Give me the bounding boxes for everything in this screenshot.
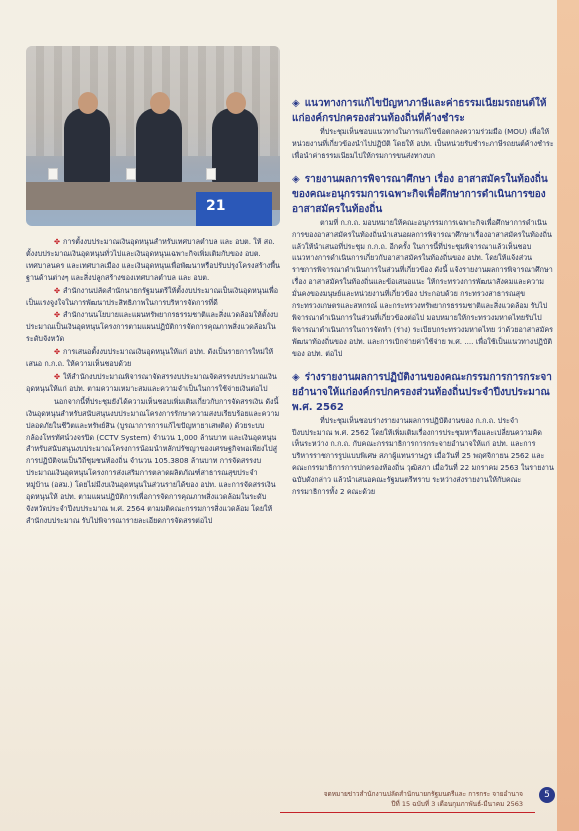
list-item: ✤ การเสนอตั้งงบประมาณเงินอุดหนุนให้แก่ อปท. ดังเป็นรายการใหม่ให้เสนอ ก.ก.ถ. ให้ความเห็นชอบด้วย bbox=[26, 347, 274, 369]
page-number: 5 bbox=[539, 787, 555, 803]
page-edge-accent bbox=[557, 0, 579, 831]
photo-screen: 21 bbox=[196, 192, 272, 226]
list-item: ✤ ให้สำนักงบประมาณพิจารณาจัดสรรงบประมาณจัดสรรงบประมาณเงินอุดหนุนให้แก่ อปท. ตามความเหมาะสมและความจำเป็นในการใช้จ่ายเงินต่อไป bbox=[26, 371, 277, 393]
list-item: ✤ สำนักงานปลัดสำนักนายกรัฐมนตรีให้ตั้งงบประมาณเป็นเงินอุดหนุนเพื่อเป็นแรงจูงใจในการพัฒนาประสิทธิภาพในการบริหารจัดการที่ดี bbox=[26, 285, 279, 307]
photo-nameplate bbox=[206, 168, 216, 180]
photo-person bbox=[212, 108, 258, 186]
section-body: ที่ประชุมเห็นชอบแนวทางในการแก้ไขข้อตกลงความร่วมมือ (MOU) เพื่อให้หน่วยงานที่เกี่ยวข้องนำไปปฏิบัติ โดยให้ อปท. เป็นหน่วยรับชำระภาษีรถยนต์ค้างชำระเพื่อนำค่าธรรมเนียมไปให้กรมการขนส่งทางบก bbox=[292, 127, 554, 160]
star-bullet-icon: ✤ bbox=[54, 237, 61, 246]
star-bullet-icon: ✤ bbox=[54, 285, 61, 295]
section-heading: ◈ รายงานผลการพิจารณาศึกษา เรื่อง อาสาสมัครในท้องถิ่นของคณะอนุกรรมการเฉพาะกิจเพื่อศึกษาการดำเนินการของอาสาสมัครในท้องถิ่น bbox=[292, 173, 548, 215]
footer-title: จดหมายข่าวสำนักงานปลัดสำนักนายกรัฐมนตรีและ การกระ จายอำนาจ bbox=[323, 790, 523, 798]
section bbox=[292, 172, 554, 360]
body-paragraph: นอกจากนี้ที่ประชุมยังได้ความเห็นชอบเพิ่มเติมเกี่ยวกับการจัดสรรเงิน ดังนี้ เงินอุดหนุนสำหรับสนับสนุนงบประมาณโครงการรักษาความสงบเรียบร้อยและความปลอดภัยในชีวิตและทรัพย์สิน (บูรณาการการแก้ไขปัญหายาเสพติด) ด้วยระบบกล้องโทรทัศน์วงจรปิด (CCTV System) จำนวน 1,000 ล้านบาท และเงินอุดหนุนสำหรับสนับสนุนงบประมาณโครงการน้อมนำหลักปรัชญาของเศรษฐกิจพอเพียงไปสู่การปฏิบัติจนเป็นวิถีชุมชนท้องถิ่น จำนวน 105.3808 ล้านบาท การจัดสรรงบประมาณเงินอุดหนุนโครงการส่งเสริมการตลาดผลิตภัณฑ์สาธารณสุขประจำหมู่บ้าน (อสม.) โดยไม่มีงบเงินอุดหนุนในส่วนรายได้ของ อปท. และการจัดสรรเงินอุดหนุนให้ อปท. ตามแผนปฏิบัติการเพื่อการจัดการคุณภาพสิ่งแวดล้อมในระดับจังหวัดประจำปีงบประมาณ พ.ศ. 2564 ตามมติคณะกรรมการสิ่งแวดล้อม โดยให้สำนักงบประมาณ รับไปพิจารณารายละเอียดการจัดสรรต่อไป bbox=[26, 396, 280, 525]
section-heading: ◈ ร่างรายงานผลการปฏิบัติงานของคณะกรรมการการกระจายอำนาจให้แก่องค์กรปกครองส่วนท้องถิ่นประจำปีงบประมาณ พ.ศ. 2562 bbox=[292, 371, 552, 413]
meeting-photo bbox=[26, 46, 280, 226]
photo-person bbox=[64, 108, 110, 186]
section-heading: ◈ แนวทางการแก้ไขปัญหาภาษีและค่าธรรมเนียมรถยนต์ให้แก่องค์กรปกครองส่วนท้องถิ่นที่ค้างชำระ bbox=[292, 98, 547, 124]
section bbox=[292, 370, 554, 498]
section-body: ที่ประชุมเห็นชอบร่างรายงานผลการปฏิบัติงานของ ก.ก.ถ. ประจำปีงบประมาณ พ.ศ. 2562 โดยให้เพิ่มเติมเรื่องการประชุมหารือและเปลี่ยนความคิดเห็นระหว่าง ก.ก.ถ. กับคณะกรรมาธิการการกระจายอำนาจให้แก่ อปท. และการบริหารราชการรูปแบบพิเศษ สภาผู้แทนราษฎร เมื่อวันที่ 25 พฤศจิกายน 2562 และคณะกรรมาธิการการปกครองท้องถิ่น วุฒิสภา เมื่อวันที่ 22 มกราคม 2563 ในรายงานฉบับดังกล่าว แล้วนำเสนอคณะรัฐมนตรีทราบ ระหว่างส่งรายงานให้กับคณะกรรมาธิการทั้ง 2 คณะด้วย bbox=[292, 415, 554, 497]
diamond-bullet-icon: ◈ bbox=[292, 98, 300, 109]
star-bullet-icon: ✤ bbox=[54, 371, 61, 381]
star-bullet-icon: ✤ bbox=[54, 310, 61, 320]
star-bullet-icon: ✤ bbox=[54, 347, 61, 357]
footer-divider bbox=[280, 812, 535, 813]
left-column bbox=[26, 236, 280, 527]
footer bbox=[324, 789, 523, 809]
footer-issue: ปีที่ 15 ฉบับที่ 3 เดือนกุมภาพันธ์-มีนาคม 2563 bbox=[391, 800, 523, 808]
section bbox=[292, 96, 554, 162]
diamond-bullet-icon: ◈ bbox=[292, 371, 300, 383]
list-item: ✤ การตั้งงบประมาณเงินอุดหนุนสำหรับเทศบาลตำบล และ อบต. ให้ สถ. ตั้งงบประมาณเงินอุดหนุนทั่วไปและเงินอุดหนุนเฉพาะกิจเพิ่มเติมกับของ อบต. เทศบาลนคร และเทศบาลเมือง และเงินอุดหนุนเพื่อพัฒนาหรือปรับปรุงโครงสร้างพื้นฐานด้านต่างๆ และสิ่งปลูกสร้างของเทศบาลตำบล และ อบต. bbox=[26, 237, 280, 282]
photo-nameplate bbox=[126, 168, 136, 180]
photo-person bbox=[136, 108, 182, 186]
diamond-bullet-icon: ◈ bbox=[292, 173, 300, 185]
right-column bbox=[292, 96, 554, 498]
photo-nameplate bbox=[48, 168, 58, 180]
section-body: ตามที่ ก.ก.ถ. มอบหมายให้คณะอนุกรรมการเฉพาะกิจเพื่อศึกษาการดำเนินการของอาสาสมัครในท้องถิ่นนำเสนอผลการพิจารณาศึกษาเรื่องอาสาสมัครในท้องถิ่นแล้วให้นำเสนอที่ประชุม ก.ก.ถ. อีกครั้ง ในการนี้ที่ประชุมพิจารณาแล้วเห็นชอบแนวทางการดำเนินการเกี่ยวกับอาสาสมัครในท้องถิ่นของ อปท. โดยให้แจ้งส่วนราชการพิจารณาดำเนินการในส่วนที่เกี่ยวข้อง ดังนี้ แจ้งรายงานผลการพิจารณาศึกษา เรื่อง อาสาสมัครในท้องถิ่นและข้อเสนอแนะ ให้กระทรวงการพัฒนาสังคมและความมั่นคงของมนุษย์และหน่วยงานที่เกี่ยวข้อง ประกอบด้วย กระทรวงสาธารณสุข กระทรวงเกษตรและสหกรณ์ และกระทรวงทรัพยากรธรรมชาติและสิ่งแวดล้อม รับไปพิจารณาดำเนินการในส่วนที่เกี่ยวข้องต่อไป มอบหมายให้กระทรวงมหาดไทยรับไปพิจารณาดำเนินการในการจัดทำ (ร่าง) ระเบียบกระทรวงมหาดไทย ว่าด้วยอาสาสมัครพัฒนาท้องถิ่นของ อปท. และการเบิกจ่ายค่าใช้จ่าย พ.ศ. .... เพื่อใช้เป็นแนวทางปฏิบัติของ อปท. ต่อไป bbox=[292, 217, 554, 358]
list-item: ✤ สำนักงานนโยบายและแผนทรัพยากรธรรมชาติและสิ่งแวดล้อมให้ตั้งงบประมาณเป็นเงินอุดหนุนโครงการตามแผนปฏิบัติการจัดการคุณภาพสิ่งแวดล้อมในระดับจังหวัด bbox=[26, 310, 278, 344]
